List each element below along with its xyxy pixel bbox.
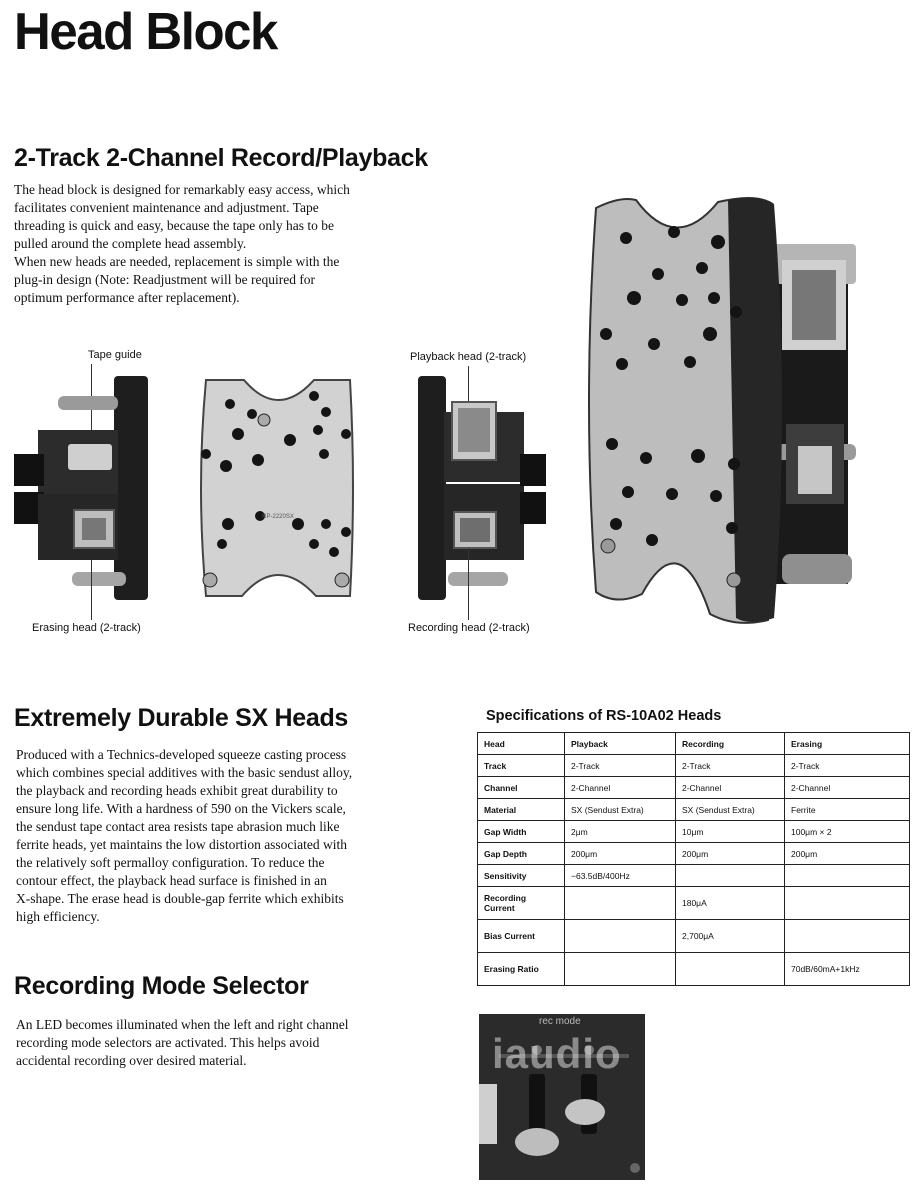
table-row-label: Gap Depth [478,843,565,865]
body-line: plug-in design (Note: Readjustment will be required for [14,272,316,287]
table-row [478,777,910,799]
spec-table-title: Specifications of RS-10A02 Heads [486,708,722,724]
leader-line [468,548,469,620]
section3-body [16,1016,349,1070]
rec-mode-label: rec mode [539,1016,581,1027]
body-line: threading is quick and easy, because the tape only has to be [14,218,335,233]
table-cell: 2-Track [676,755,785,777]
table-header-cell: Playback [565,733,676,755]
table-row [478,887,910,920]
section2-body [16,746,352,926]
section-heading-recording-mode: Recording Mode Selector [14,972,309,1000]
table-cell: SX (Sendust Extra) [676,799,785,821]
watermark: iaudio [492,1030,622,1077]
table-row [478,799,910,821]
body-line: ensure long life. With a hardness of 590 on the Vickers scale, [16,801,346,816]
body-line: the playback and recording heads exhibit great durability to [16,783,338,798]
table-cell: 2μm [565,821,676,843]
table-row-label: Track [478,755,565,777]
table-row [478,865,910,887]
table-row [478,821,910,843]
body-line: high efficiency. [16,909,100,924]
table-cell: 200μm [565,843,676,865]
table-row-label: Gap Width [478,821,565,843]
head-block-front-plate [186,374,370,602]
table-cell: 10μm [676,821,785,843]
table-cell: 2-Channel [676,777,785,799]
table-cell [676,865,785,887]
table-cell: 200μm [785,843,910,865]
table-row [478,843,910,865]
body-line: ferrite heads, yet maintains the low distortion associated with [16,837,348,852]
table-cell: Ferrite [785,799,910,821]
body-line: recording mode selectors are activated. This helps avoid [16,1035,320,1050]
table-row-label: Material [478,799,565,821]
table-row-label: Erasing Ratio [478,953,565,986]
table-cell: 2-Track [785,755,910,777]
table-cell [785,920,910,953]
leader-line [91,560,92,620]
caption-erasing-head: Erasing head (2-track) [32,622,141,634]
table-cell [565,953,676,986]
table-row [478,953,910,986]
table-cell: −63.5dB/400Hz [565,865,676,887]
table-row-label: Bias Current [478,920,565,953]
section-heading-sx-heads: Extremely Durable SX Heads [14,704,349,732]
table-cell: 2-Channel [785,777,910,799]
table-cell [785,865,910,887]
table-header-cell: Head [478,733,565,755]
body-line: optimum performance after replacement). [14,290,240,305]
table-header-cell: Erasing [785,733,910,755]
table-header-cell: Recording [676,733,785,755]
table-row [478,920,910,953]
body-line: facilitates convenient maintenance and adjustment. Tape [14,200,319,215]
table-cell [785,887,910,920]
body-line: the relatively soft permalloy configuration. To reduce the [16,855,325,870]
table-cell: 2-Track [565,755,676,777]
head-block-side-view-right [414,372,550,604]
body-line: X-shape. The erase head is double-gap ferrite which exhibits [16,891,344,906]
plate-marking: RP-2220SX [262,514,294,520]
body-line: The head block is designed for remarkably easy access, which [14,182,350,197]
table-row-label: Channel [478,777,565,799]
table-cell: 180μA [676,887,785,920]
body-line: When new heads are needed, replacement is simple with the [14,254,340,269]
table-cell [565,920,676,953]
section1-body [14,181,350,307]
body-line: pulled around the complete head assembly. [14,236,247,251]
table-row-label: Recording Current [478,887,565,920]
table-cell [676,953,785,986]
body-line: which combines special additives with the basic sendust alloy, [16,765,353,780]
body-line: An LED becomes illuminated when the left and right channel [16,1017,349,1032]
table-cell: SX (Sendust Extra) [565,799,676,821]
table-cell: 100μm × 2 [785,821,910,843]
table-cell [565,887,676,920]
spec-table [477,732,910,986]
table-row [478,755,910,777]
table-header-row [478,733,910,755]
table-cell: 2-Channel [565,777,676,799]
body-line: Produced with a Technics-developed squeeze casting process [16,747,347,762]
head-block-perspective-photo [586,194,860,626]
caption-recording-head: Recording head (2-track) [408,622,530,634]
head-block-side-view-left [10,372,150,604]
table-cell: 200μm [676,843,785,865]
table-cell: 2,700μA [676,920,785,953]
caption-playback-head: Playback head (2-track) [410,351,527,363]
body-line: contour effect, the playback head surface is finished in an [16,873,327,888]
body-line: accidental recording over desired material. [16,1053,247,1068]
section-heading-record-playback: 2-Track 2-Channel Record/Playback [14,144,428,172]
page-title: Head Block [14,3,277,61]
table-row-label: Sensitivity [478,865,565,887]
table-cell: 70dB/60mA+1kHz [785,953,910,986]
caption-tape-guide: Tape guide [88,349,142,361]
body-line: the sendust tape contact area resists tape abrasion much like [16,819,340,834]
